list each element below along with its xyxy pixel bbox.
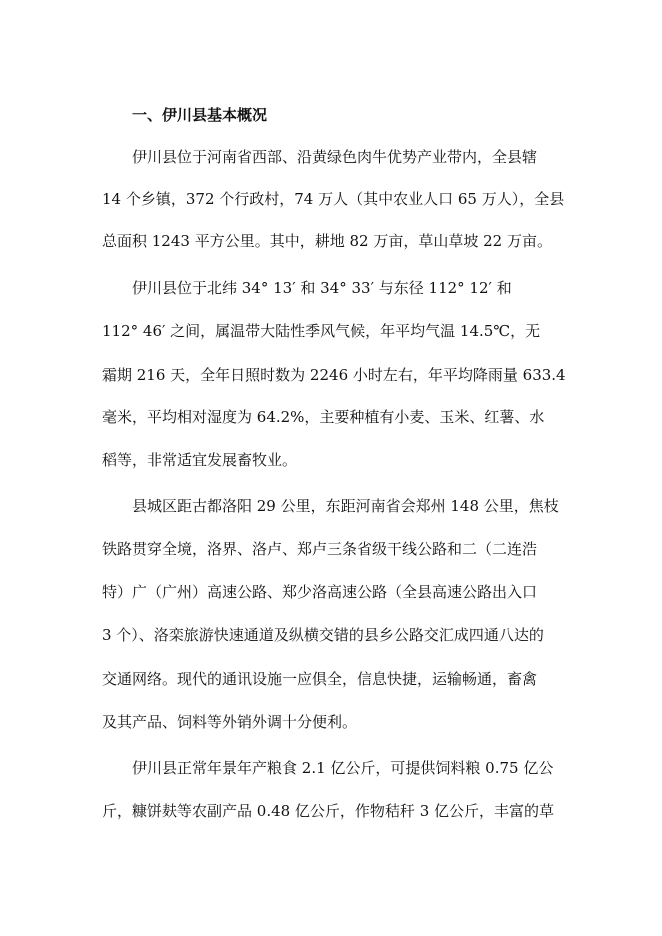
paragraph-1-line-1: 伊川县位于河南省西部、沿黄绿色肉牛优势产业带内，全县辖 xyxy=(132,148,538,166)
paragraph-2-line-3: 霜期 216 天，全年日照时数为 2246 小时左右，年平均降雨量 633.4 xyxy=(102,366,566,384)
paragraph-1-line-2: 14 个乡镇，372 个行政村，74 万人（其中农业人口 65 万人），全县 xyxy=(102,190,565,208)
paragraph-2-line-1: 伊川县位于北纬 34° 13′ 和 34° 33′ 与东径 112° 12′ 和 xyxy=(132,279,512,297)
paragraph-3-line-3: 特）广（广州）高速公路、郑少洛高速公路（全县高速公路出入口 xyxy=(102,583,538,601)
paragraph-3-line-1: 县城区距古都洛阳 29 公里，东距河南省会郑州 148 公里，焦枝 xyxy=(132,497,559,515)
paragraph-2-line-4: 毫米，平均相对湿度为 64.2%，主要种植有小麦、玉米、红薯、水 xyxy=(102,408,545,426)
paragraph-4-line-2: 斤，糠饼麸等农副产品 0.48 亿公斤，作物秸秆 3 亿公斤，丰富的草 xyxy=(102,802,555,820)
paragraph-2-line-2: 112° 46′ 之间，属温带大陆性季风气候，年平均气温 14.5℃，无 xyxy=(102,322,541,340)
paragraph-4-line-1: 伊川县正常年景年产粮食 2.1 亿公斤，可提供饲料粮 0.75 亿公 xyxy=(132,759,554,777)
paragraph-3-line-4: 3 个）、洛栾旅游快速通道及纵横交错的县乡公路交汇成四通八达的 xyxy=(102,626,544,644)
paragraph-3-line-2: 铁路贯穿全境，洛界、洛卢、郑卢三条省级干线公路和二（二连浩 xyxy=(102,540,538,558)
paragraph-2-line-5: 稻等，非常适宜发展畜牧业。 xyxy=(102,451,298,469)
paragraph-3-line-5: 交通网络。现代的通讯设施一应俱全，信息快捷，运输畅通，畜禽 xyxy=(102,670,538,688)
section-heading: 一、伊川县基本概况 xyxy=(132,106,268,124)
paragraph-1-line-3: 总面积 1243 平方公里。其中，耕地 82 万亩，草山草坡 22 万亩。 xyxy=(102,232,552,250)
paragraph-3-line-6: 及其产品、饲料等外销外调十分便利。 xyxy=(102,713,358,731)
